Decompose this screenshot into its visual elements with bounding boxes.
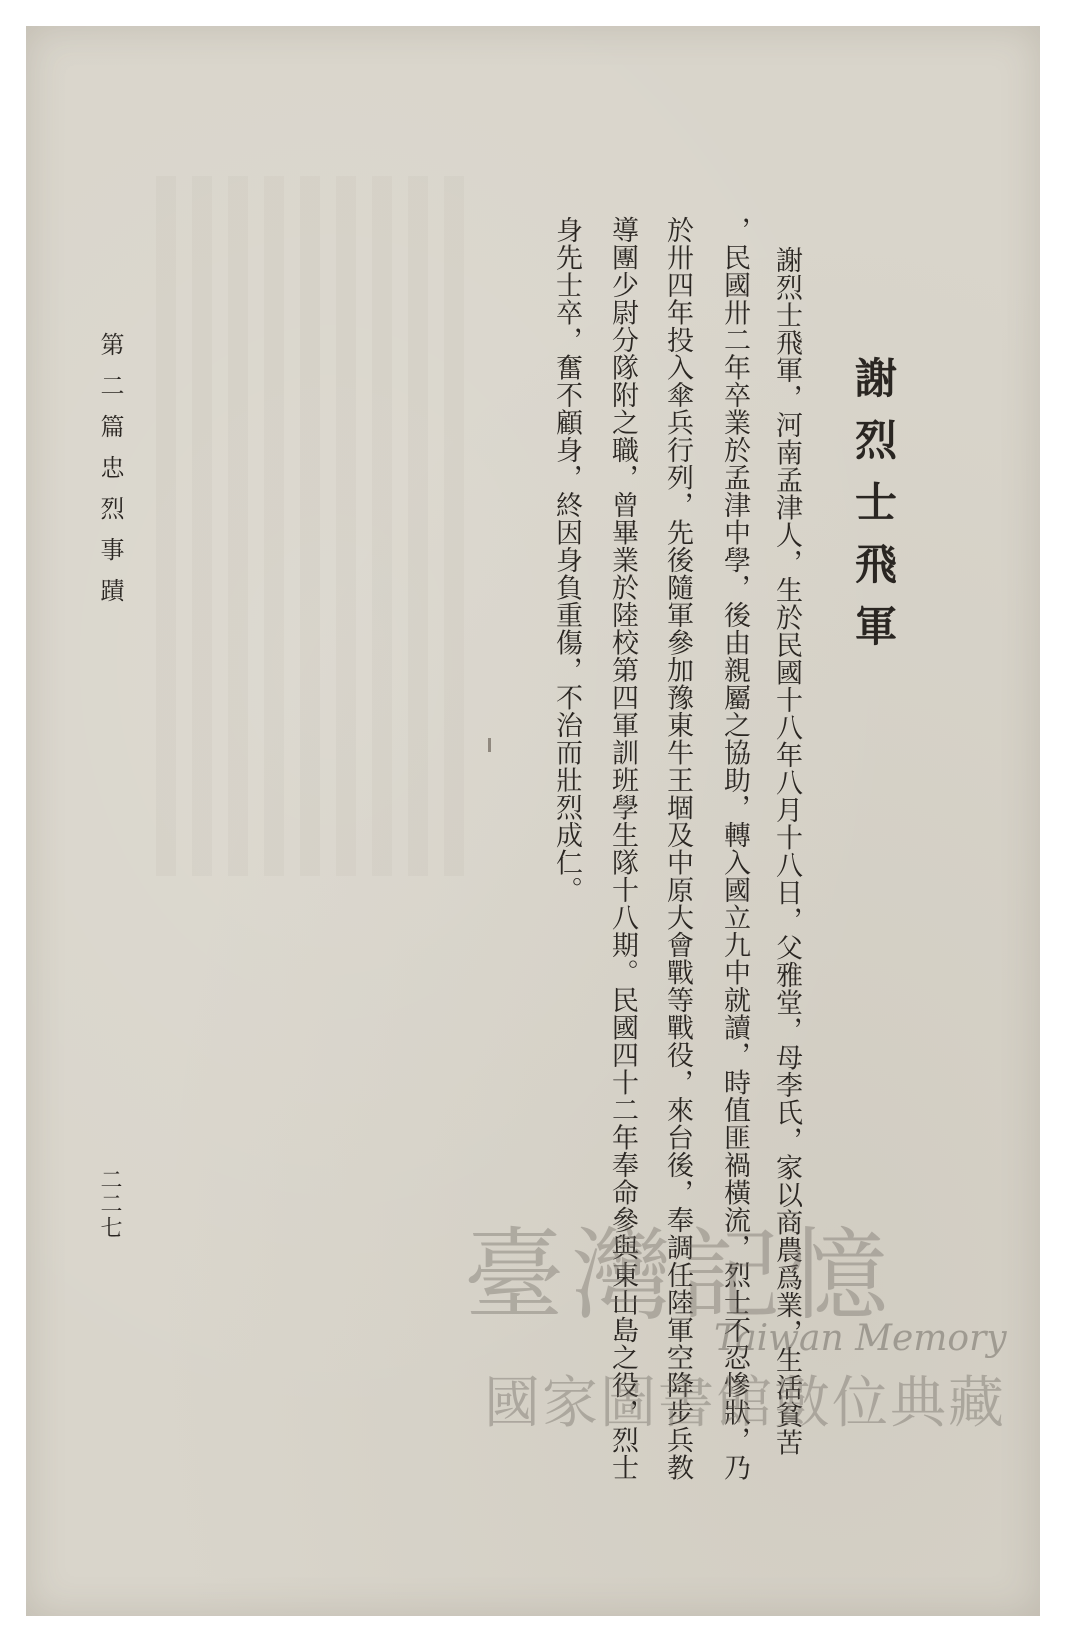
- section-label: 第二篇忠烈事蹟: [96, 332, 124, 619]
- watermark-english-text: Taiwan Memory: [714, 1318, 1007, 1359]
- page-number: 二二七: [97, 1168, 122, 1240]
- watermark-script-text: 臺灣記憶: [464, 1217, 896, 1334]
- watermark-chinese-text: 國家圖書館數位典藏: [484, 1371, 1006, 1436]
- body-text-line: ，民國卅二年卒業於孟津中學，後由親屬之協助，轉入國立九中就讀，時值匪禍橫流，烈士不忍慘狀，乃: [719, 216, 750, 1481]
- body-text-line: 導團少尉分隊附之職，曾畢業於陸校第四軍訓班學生隊十八期。民國四十二年奉命參與東山島之役，烈士: [607, 216, 638, 1481]
- paper-sheet: [26, 26, 1040, 1616]
- page-title: 謝烈士飛軍: [849, 356, 898, 666]
- body-text-line: 身先士卒，奮不顧身，終因身負重傷，不治而壯烈成仁。: [551, 216, 582, 904]
- paper-speck: [488, 738, 491, 752]
- body-text-line: 謝烈士飛軍，河南孟津人，生於民國十八年八月十八日，父雅堂，母李氏，家以商農爲業，生活貧苦: [771, 246, 802, 1456]
- body-text-line: 於卅四年投入傘兵行列，先後隨軍參加豫東牛王堌及中原大會戰等戰役，來台後，奉調任陸軍空降步兵教: [662, 216, 693, 1481]
- bleed-through-texture: [156, 176, 476, 876]
